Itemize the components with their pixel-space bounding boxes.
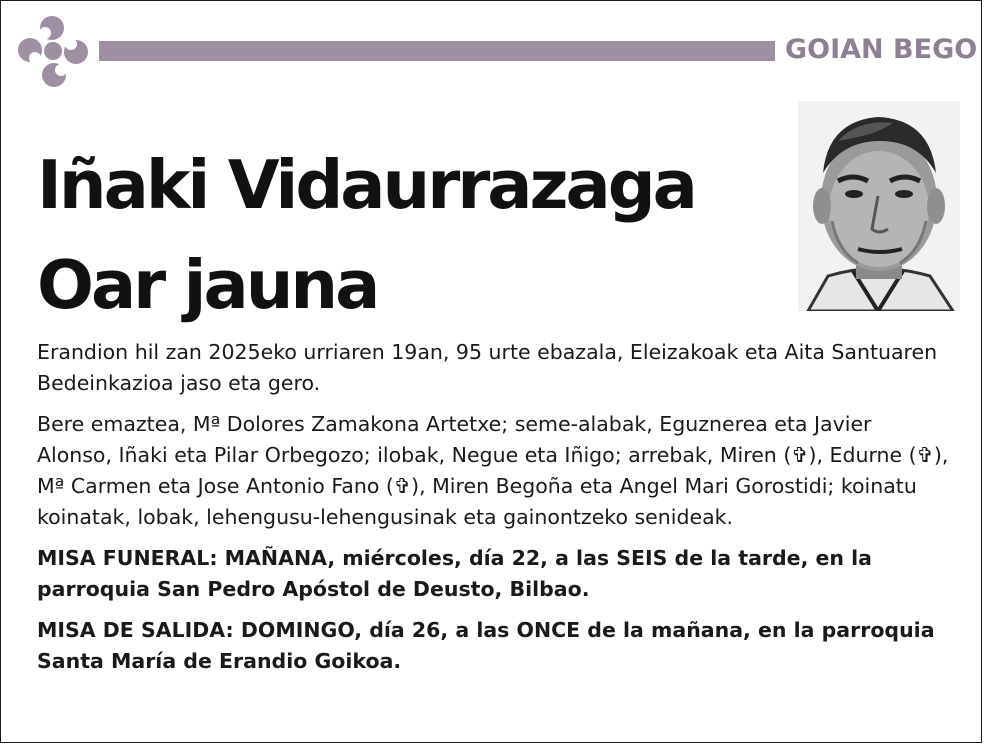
departure-mass: MISA DE SALIDA: DOMINGO, día 26, a las ONCE de la mañana, en la parroquia Santa María de Erandio Goikoa. bbox=[37, 618, 935, 673]
obituary-body bbox=[37, 337, 949, 687]
name-line-2: Oar jauna bbox=[37, 246, 378, 324]
lauburu-icon bbox=[15, 13, 91, 89]
family-list: Bere emaztea, Mª Dolores Zamakona Artetxe; seme-alabak, Eguznerea eta Javier Alonso, Iñaki eta Pilar Orbegozo; ilobak, Negue eta Iñigo; arrebak, Miren (✞), Edurne (✞), Mª Carmen eta Jose Antonio Fano (✞), Miren Begoña eta Angel Mari Gorostidi; koinatu koinatak, lobak, lehengusu-lehengusinak eta gainontzeko senideak. bbox=[37, 412, 949, 529]
funeral-mass: MISA FUNERAL: MAÑANA, miércoles, día 22, a las SEIS de la tarde, en la parroquia San Pedro Apóstol de Deusto, Bilbao. bbox=[37, 546, 873, 601]
deceased-name bbox=[37, 135, 757, 335]
death-notice: Erandion hil zan 2025eko urriaren 19an, 95 urte ebazala, Eleizakoak eta Aita Santuaren Bedeinkazioa jaso eta gero. bbox=[37, 340, 938, 395]
header-label: GOIAN BEGO bbox=[785, 34, 978, 65]
name-line-1: Iñaki Vidaurrazaga bbox=[37, 146, 695, 224]
header-band bbox=[99, 41, 775, 61]
portrait-photo bbox=[798, 101, 960, 311]
